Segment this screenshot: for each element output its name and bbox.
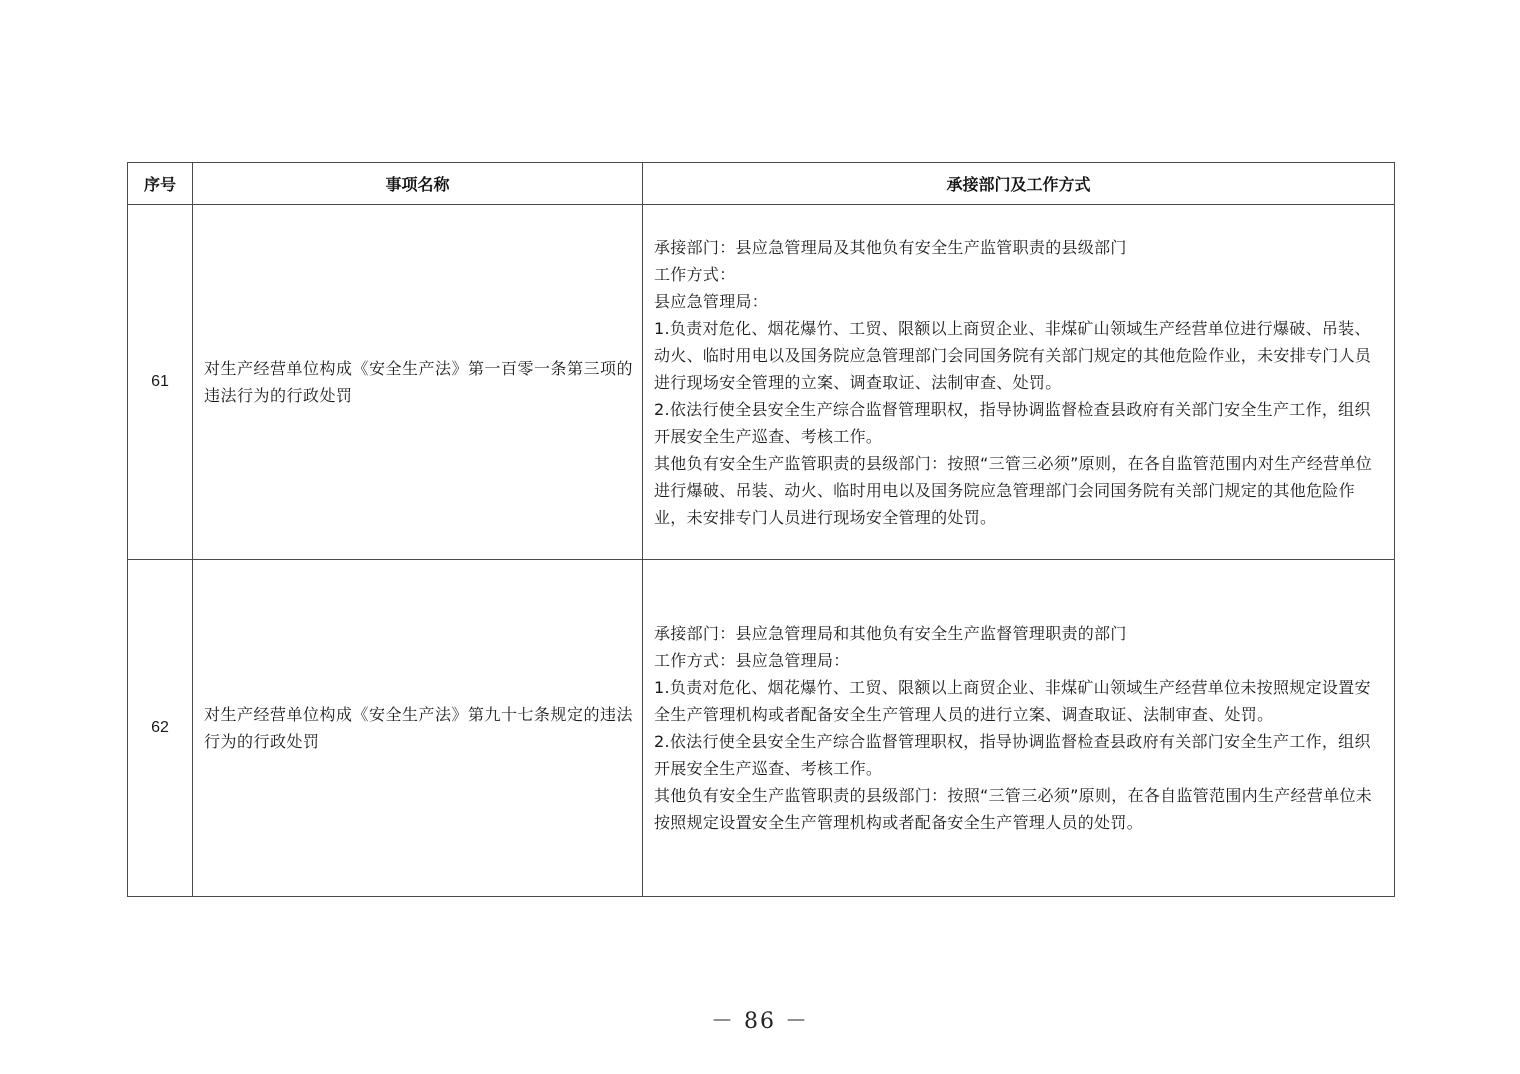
- page-number: － 86 －: [711, 1009, 809, 1034]
- row-matter-name: 对生产经营单位构成《安全生产法》第一百零一条第三项的违法行为的行政处罚: [193, 205, 643, 560]
- dept-line: 工作方式：县应急管理局：: [654, 651, 850, 670]
- row-department-method: [643, 205, 1395, 560]
- dept-line: 2.依法行使全县安全生产综合监督管理职权，指导协调监督检查县政府有关部门安全生产工作，组织开展安全生产巡查、考核工作。: [654, 732, 1371, 778]
- dept-line: 承接部门：县应急管理局及其他负有安全生产监管职责的县级部门: [654, 237, 1127, 257]
- table-header-row: [128, 163, 1395, 205]
- row-matter-name: 对生产经营单位构成《安全生产法》第九十七条规定的违法行为的行政处罚: [193, 560, 643, 897]
- row-serial-number: 62: [128, 560, 193, 897]
- row-serial-number: 61: [128, 205, 193, 560]
- table-row: [128, 560, 1395, 897]
- dept-line: 承接部门：县应急管理局和其他负有安全生产监督管理职责的部门: [654, 624, 1127, 643]
- dept-line: 1.负责对危化、烟花爆竹、工贸、限额以上商贸企业、非煤矿山领域生产经营单位未按照规定设置安全生产管理机构或者配备安全生产管理人员的进行立案、调查取证、法制审查、处罚。: [654, 678, 1371, 724]
- dept-line: 县应急管理局：: [654, 291, 769, 311]
- dept-line: 2.依法行使全县安全生产综合监督管理职权，指导协调监督检查县政府有关部门安全生产工作，组织开展安全生产巡查、考核工作。: [654, 399, 1371, 446]
- dept-line: 1.负责对危化、烟花爆竹、工贸、限额以上商贸企业、非煤矿山领域生产经营单位进行爆破、吊装、动火、临时用电以及国务院应急管理部门会同国务院有关部门规定的其他危险作业，未安排专门人员进行现场安全管理的立案、调查取证、法制审查、处罚。: [654, 318, 1372, 392]
- header-serial-number: 序号: [128, 163, 193, 205]
- header-matter-name: 事项名称: [193, 163, 643, 205]
- row-department-method: [643, 560, 1395, 897]
- dept-line: 工作方式：: [654, 264, 736, 284]
- dept-line: 其他负有安全生产监管职责的县级部门：按照“三管三必须”原则，在各自监管范围内生产经营单位未按照规定设置安全生产管理机构或者配备安全生产管理人员的处罚。: [654, 786, 1373, 832]
- matters-table: [127, 162, 1395, 897]
- header-department-method: 承接部门及工作方式: [643, 163, 1395, 205]
- table-row: [128, 205, 1395, 560]
- dept-line: 其他负有安全生产监管职责的县级部门：按照“三管三必须”原则，在各自监管范围内对生产经营单位进行爆破、吊装、动火、临时用电以及国务院应急管理部门会同国务院有关部门规定的其他危险作业，未安排专门人员进行现场安全管理的处罚。: [654, 453, 1373, 527]
